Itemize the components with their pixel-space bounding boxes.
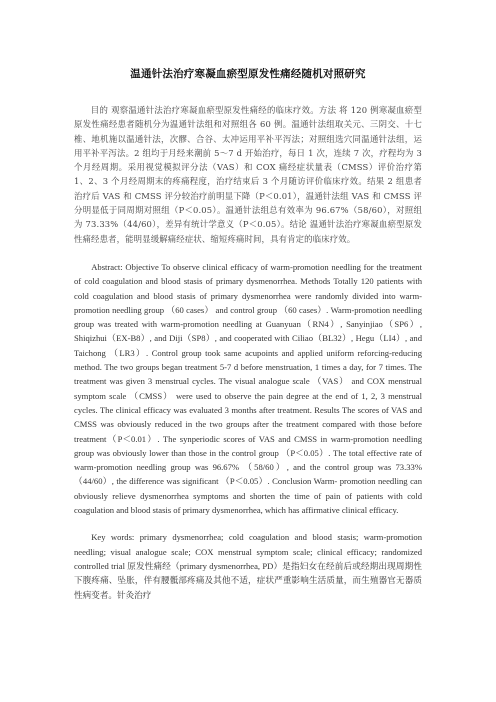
english-abstract: Abstract: Objective To observe clinical efficacy of warm-promotion needling for the treatment of cold coagulation and blood stasis of primary dysmenorrhea. Methods Totally 120 patients with cold coagulation and blood stasis of primary dysmenorrhea were randomly divided into warm-promotion needling group （60 cases） and control group （60 cases）. Warm-promotion needling group was treated with warm-promotion needling at Guanyuan（RN4）, Sanyinjiao（SP6）, Shiqizhui（EX-B8）, and Diji（SP8）, and cooperated with Ciliao（BL32）, Hegu（LI4）, and Taichong （LR3）. Control group took same acupoints and applied uniform reforcing-reducing method. The two groups began treatment 5-7 d before menstruation, 1 times a day, for 7 times. The treatment was given 3 menstrual cycles. The visual analogue scale （VAS） and COX menstrual symptom scale （CMSS） were used to observe the pain degree at the end of 1, 2, 3 menstrual cycles. The clinical efficacy was evaluated 3 months after treatment. Results The scores of VAS and CMSS was obviously reduced in the two groups after the treatment compared with those before treatment（P＜0.01）. The synperiodic scores of VAS and CMSS in warm-promotion needling group was obviously lower than those in the control group （P＜0.05）. The total effective rate of warm-promotion needling group was 96.67% （58/60）, and the control group was 73.33% （44/60）, the difference was significant （P＜0.05）. Conclusion Warm- promotion needling can obviously relieve dysmenorrhea symptoms and shorten the time of pain of patients with cold coagulation and blood stasis of primary dysmenorrhea, which has affirmative clinical efficacy.	[74, 261, 422, 516]
paragraph-spacer	[74, 517, 422, 530]
paragraph-spacer	[74, 246, 422, 260]
chinese-abstract: 目的 观察温通针法治疗寒凝血瘀型原发性痛经的临床疗效。方法 将 120 例寒凝血瘀型原发性痛经患者随机分为温通针法组和对照组各 60 例。温通针法组取关元、三阴交、十七椎、地机施以温通针法，次髎、合谷、太冲运用平补平泻法；对照组选穴同温通针法组，运用平补平泻法。2 组均于月经来潮前 5～7 d 开始治疗，每日 1 次，连续 7 次，疗程均为 3 个月经周期。采用视觉模拟评分法（VAS）和 COX 痛经症状量表（CMSS）评价治疗第 1、2、3 个月经周期末的疼痛程度，治疗结束后 3 个月随访评价临床疗效。结果 2 组患者治疗后 VAS 和 CMSS 评分较治疗前明显下降（P＜0.01），温通针法组 VAS 和 CMSS 评分明显低于同周期对照组（P＜0.05）。温通针法组总有效率为 96.67%（58/60），对照组为 73.33%（44/60），差异有统计学意义（P＜0.05）。结论 温通针法治疗寒凝血瘀型原发性痛经患者，能明显缓解痛经症状、缩短疼痛时间，具有肯定的临床疗效。	[74, 105, 422, 244]
keywords-and-intro: Key words: primary dysmenorrhea; cold coagulation and blood stasis; warm-promotion needling; visual analogue scale; COX menstrual symptom scale; clinical efficacy; randomized controlled trial 原发性痛经（primary dysmenorrhea, PD）是指妇女在经前后或经期出现周期性下腹疼痛、坠胀，伴有腰骶部疼痛及其他不适，症状严重影响生活质量，而生殖器官无器质性病变者。针灸治疗	[74, 532, 422, 600]
paper-title: 温通针法治疗寒凝血瘀型原发性痛经随机对照研究	[130, 68, 366, 80]
